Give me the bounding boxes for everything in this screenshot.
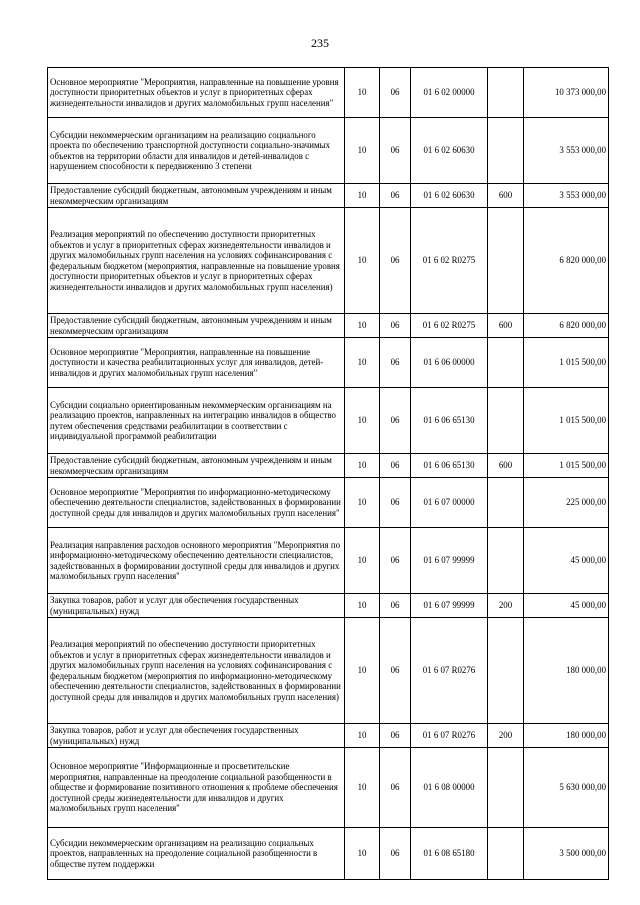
cell-expense-type — [488, 388, 524, 454]
cell-name: Субсидии некоммерческим организациям на реализацию социального проекта по обеспечению транспортной доступности социально-значимых объектов на территории области для инвалидов и детей-инвалидов с нарушением способности к передвижению 3 степени — [48, 118, 345, 184]
cell-subsection: 06 — [380, 118, 411, 184]
cell-name: Реализация мероприятий по обеспечению доступности приоритетных объектов и услуг в приоритетных сферах жизнедеятельности инвалидов и других маломобильных групп населения на условиях софинансирования с федеральным бюджетом (мероприятия, направленные на повышение уровня доступности приоритетных объектов и услуг в приоритетных сферах жизнедеятельности инвалидов и других маломобильных групп населения) — [48, 208, 345, 314]
cell-section: 10 — [345, 388, 380, 454]
cell-name: Реализация мероприятий по обеспечению доступности приоритетных объектов и услуг в приоритетных сферах жизнедеятельности инвалидов и других маломобильных групп населения на условиях софинансирования с федеральным бюджетом (мероприятия по информационно-методическому обеспечению деятельности специалистов, задействованных в формировании доступной среды для инвалидов и других маломобильных групп населения) — [48, 618, 345, 724]
table-row — [48, 388, 609, 454]
cell-amount: 1 015 500,00 — [524, 388, 609, 454]
cell-amount: 225 000,00 — [524, 478, 609, 528]
cell-section: 10 — [345, 454, 380, 478]
cell-subsection: 06 — [380, 618, 411, 724]
cell-name: Субсидии социально ориентированным некоммерческим организациям на реализацию проектов, направленных на интеграцию инвалидов в общество путем обеспечения средствами реабилитации в соответствии с индивидуальной программой реабилитации — [48, 388, 345, 454]
table-row — [48, 594, 609, 618]
cell-target-article: 01 6 02 00000 — [411, 68, 488, 118]
cell-expense-type: 600 — [488, 454, 524, 478]
cell-section: 10 — [345, 828, 380, 880]
cell-name: Закупка товаров, работ и услуг для обеспечения государственных (муниципальных) нужд — [48, 724, 345, 748]
cell-section: 10 — [345, 618, 380, 724]
cell-subsection: 06 — [380, 828, 411, 880]
cell-name: Предоставление субсидий бюджетным, автономным учреждениям и иным некоммерческим организациям — [48, 454, 345, 478]
cell-target-article: 01 6 07 R0276 — [411, 618, 488, 724]
cell-target-article: 01 6 02 60630 — [411, 118, 488, 184]
table-row — [48, 528, 609, 594]
cell-subsection: 06 — [380, 594, 411, 618]
cell-subsection: 06 — [380, 314, 411, 338]
cell-section: 10 — [345, 478, 380, 528]
cell-name: Основное мероприятие "Мероприятия, направленные на повышение уровня доступности приоритетных объектов и услуг в приоритетных сферах жизнедеятельности инвалидов и других маломобильных групп населения" — [48, 68, 345, 118]
cell-target-article: 01 6 06 00000 — [411, 338, 488, 388]
cell-target-article: 01 6 06 65130 — [411, 454, 488, 478]
table-row — [48, 478, 609, 528]
cell-expense-type: 200 — [488, 594, 524, 618]
table-row — [48, 338, 609, 388]
cell-expense-type — [488, 118, 524, 184]
cell-target-article: 01 6 06 65130 — [411, 388, 488, 454]
table-row — [48, 184, 609, 208]
cell-amount: 180 000,00 — [524, 618, 609, 724]
cell-name: Предоставление субсидий бюджетным, автономным учреждениям и иным некоммерческим организациям — [48, 184, 345, 208]
budget-table-body — [48, 68, 609, 880]
cell-amount: 10 373 000,00 — [524, 68, 609, 118]
cell-section: 10 — [345, 184, 380, 208]
cell-section: 10 — [345, 314, 380, 338]
cell-amount: 1 015 500,00 — [524, 454, 609, 478]
cell-amount: 5 630 000,00 — [524, 748, 609, 828]
cell-subsection: 06 — [380, 478, 411, 528]
cell-name: Предоставление субсидий бюджетным, автономным учреждениям и иным некоммерческим организациям — [48, 314, 345, 338]
cell-amount: 1 015 500,00 — [524, 338, 609, 388]
cell-amount: 6 820 000,00 — [524, 208, 609, 314]
table-row — [48, 454, 609, 478]
cell-subsection: 06 — [380, 748, 411, 828]
cell-target-article: 01 6 07 99999 — [411, 594, 488, 618]
cell-name: Реализация направления расходов основного мероприятия "Мероприятия по информационно-методическому обеспечению деятельности специалистов, задействованных в формировании доступной среды для инвалидов и других маломобильных групп населения" — [48, 528, 345, 594]
cell-section: 10 — [345, 748, 380, 828]
cell-amount: 45 000,00 — [524, 594, 609, 618]
cell-target-article: 01 6 02 R0275 — [411, 208, 488, 314]
cell-subsection: 06 — [380, 338, 411, 388]
cell-subsection: 06 — [380, 528, 411, 594]
cell-name: Закупка товаров, работ и услуг для обеспечения государственных (муниципальных) нужд — [48, 594, 345, 618]
cell-expense-type: 600 — [488, 314, 524, 338]
cell-subsection: 06 — [380, 454, 411, 478]
cell-subsection: 06 — [380, 184, 411, 208]
table-row — [48, 314, 609, 338]
cell-expense-type: 600 — [488, 184, 524, 208]
cell-target-article: 01 6 08 65180 — [411, 828, 488, 880]
cell-section: 10 — [345, 594, 380, 618]
cell-amount: 3 553 000,00 — [524, 184, 609, 208]
table-row — [48, 208, 609, 314]
cell-expense-type: 200 — [488, 724, 524, 748]
cell-amount: 3 500 000,00 — [524, 828, 609, 880]
table-row — [48, 68, 609, 118]
table-row — [48, 828, 609, 880]
cell-expense-type — [488, 68, 524, 118]
cell-target-article: 01 6 07 99999 — [411, 528, 488, 594]
cell-expense-type — [488, 338, 524, 388]
table-row — [48, 748, 609, 828]
cell-subsection: 06 — [380, 724, 411, 748]
cell-subsection: 06 — [380, 68, 411, 118]
cell-subsection: 06 — [380, 208, 411, 314]
page-number: 235 — [311, 36, 329, 50]
cell-amount: 3 553 000,00 — [524, 118, 609, 184]
cell-target-article: 01 6 08 00000 — [411, 748, 488, 828]
cell-amount: 45 000,00 — [524, 528, 609, 594]
cell-section: 10 — [345, 724, 380, 748]
table-row — [48, 724, 609, 748]
cell-name: Субсидии некоммерческим организациям на реализацию социальных проектов, направленных на преодоление социальной разобщенности в обществе путем поддержки — [48, 828, 345, 880]
cell-section: 10 — [345, 118, 380, 184]
cell-target-article: 01 6 02 60630 — [411, 184, 488, 208]
cell-expense-type — [488, 208, 524, 314]
cell-subsection: 06 — [380, 388, 411, 454]
cell-amount: 180 000,00 — [524, 724, 609, 748]
cell-target-article: 01 6 07 00000 — [411, 478, 488, 528]
cell-name: Основное мероприятие "Информационные и просветительские мероприятия, направленные на преодоление социальной разобщенности в обществе и формирование позитивного отношения к проблеме обеспечения доступной среды жизнедеятельности для инвалидов и других маломобильных групп населения" — [48, 748, 345, 828]
table-row — [48, 618, 609, 724]
cell-expense-type — [488, 478, 524, 528]
cell-section: 10 — [345, 338, 380, 388]
cell-section: 10 — [345, 528, 380, 594]
table-row — [48, 118, 609, 184]
budget-table — [47, 67, 609, 880]
cell-expense-type — [488, 528, 524, 594]
cell-expense-type — [488, 618, 524, 724]
cell-section: 10 — [345, 208, 380, 314]
cell-target-article: 01 6 07 R0276 — [411, 724, 488, 748]
cell-section: 10 — [345, 68, 380, 118]
cell-target-article: 01 6 02 R0275 — [411, 314, 488, 338]
cell-name: Основное мероприятие "Мероприятия по информационно-методическому обеспечению деятельности специалистов, задействованных в формировании доступной среды для инвалидов и других маломобильных групп населения" — [48, 478, 345, 528]
cell-name: Основное мероприятие "Мероприятия, направленные на повышение доступности и качества реабилитационных услуг для инвалидов, детей-инвалидов и других маломобильных групп населения" — [48, 338, 345, 388]
cell-expense-type — [488, 828, 524, 880]
cell-amount: 6 820 000,00 — [524, 314, 609, 338]
cell-expense-type — [488, 748, 524, 828]
